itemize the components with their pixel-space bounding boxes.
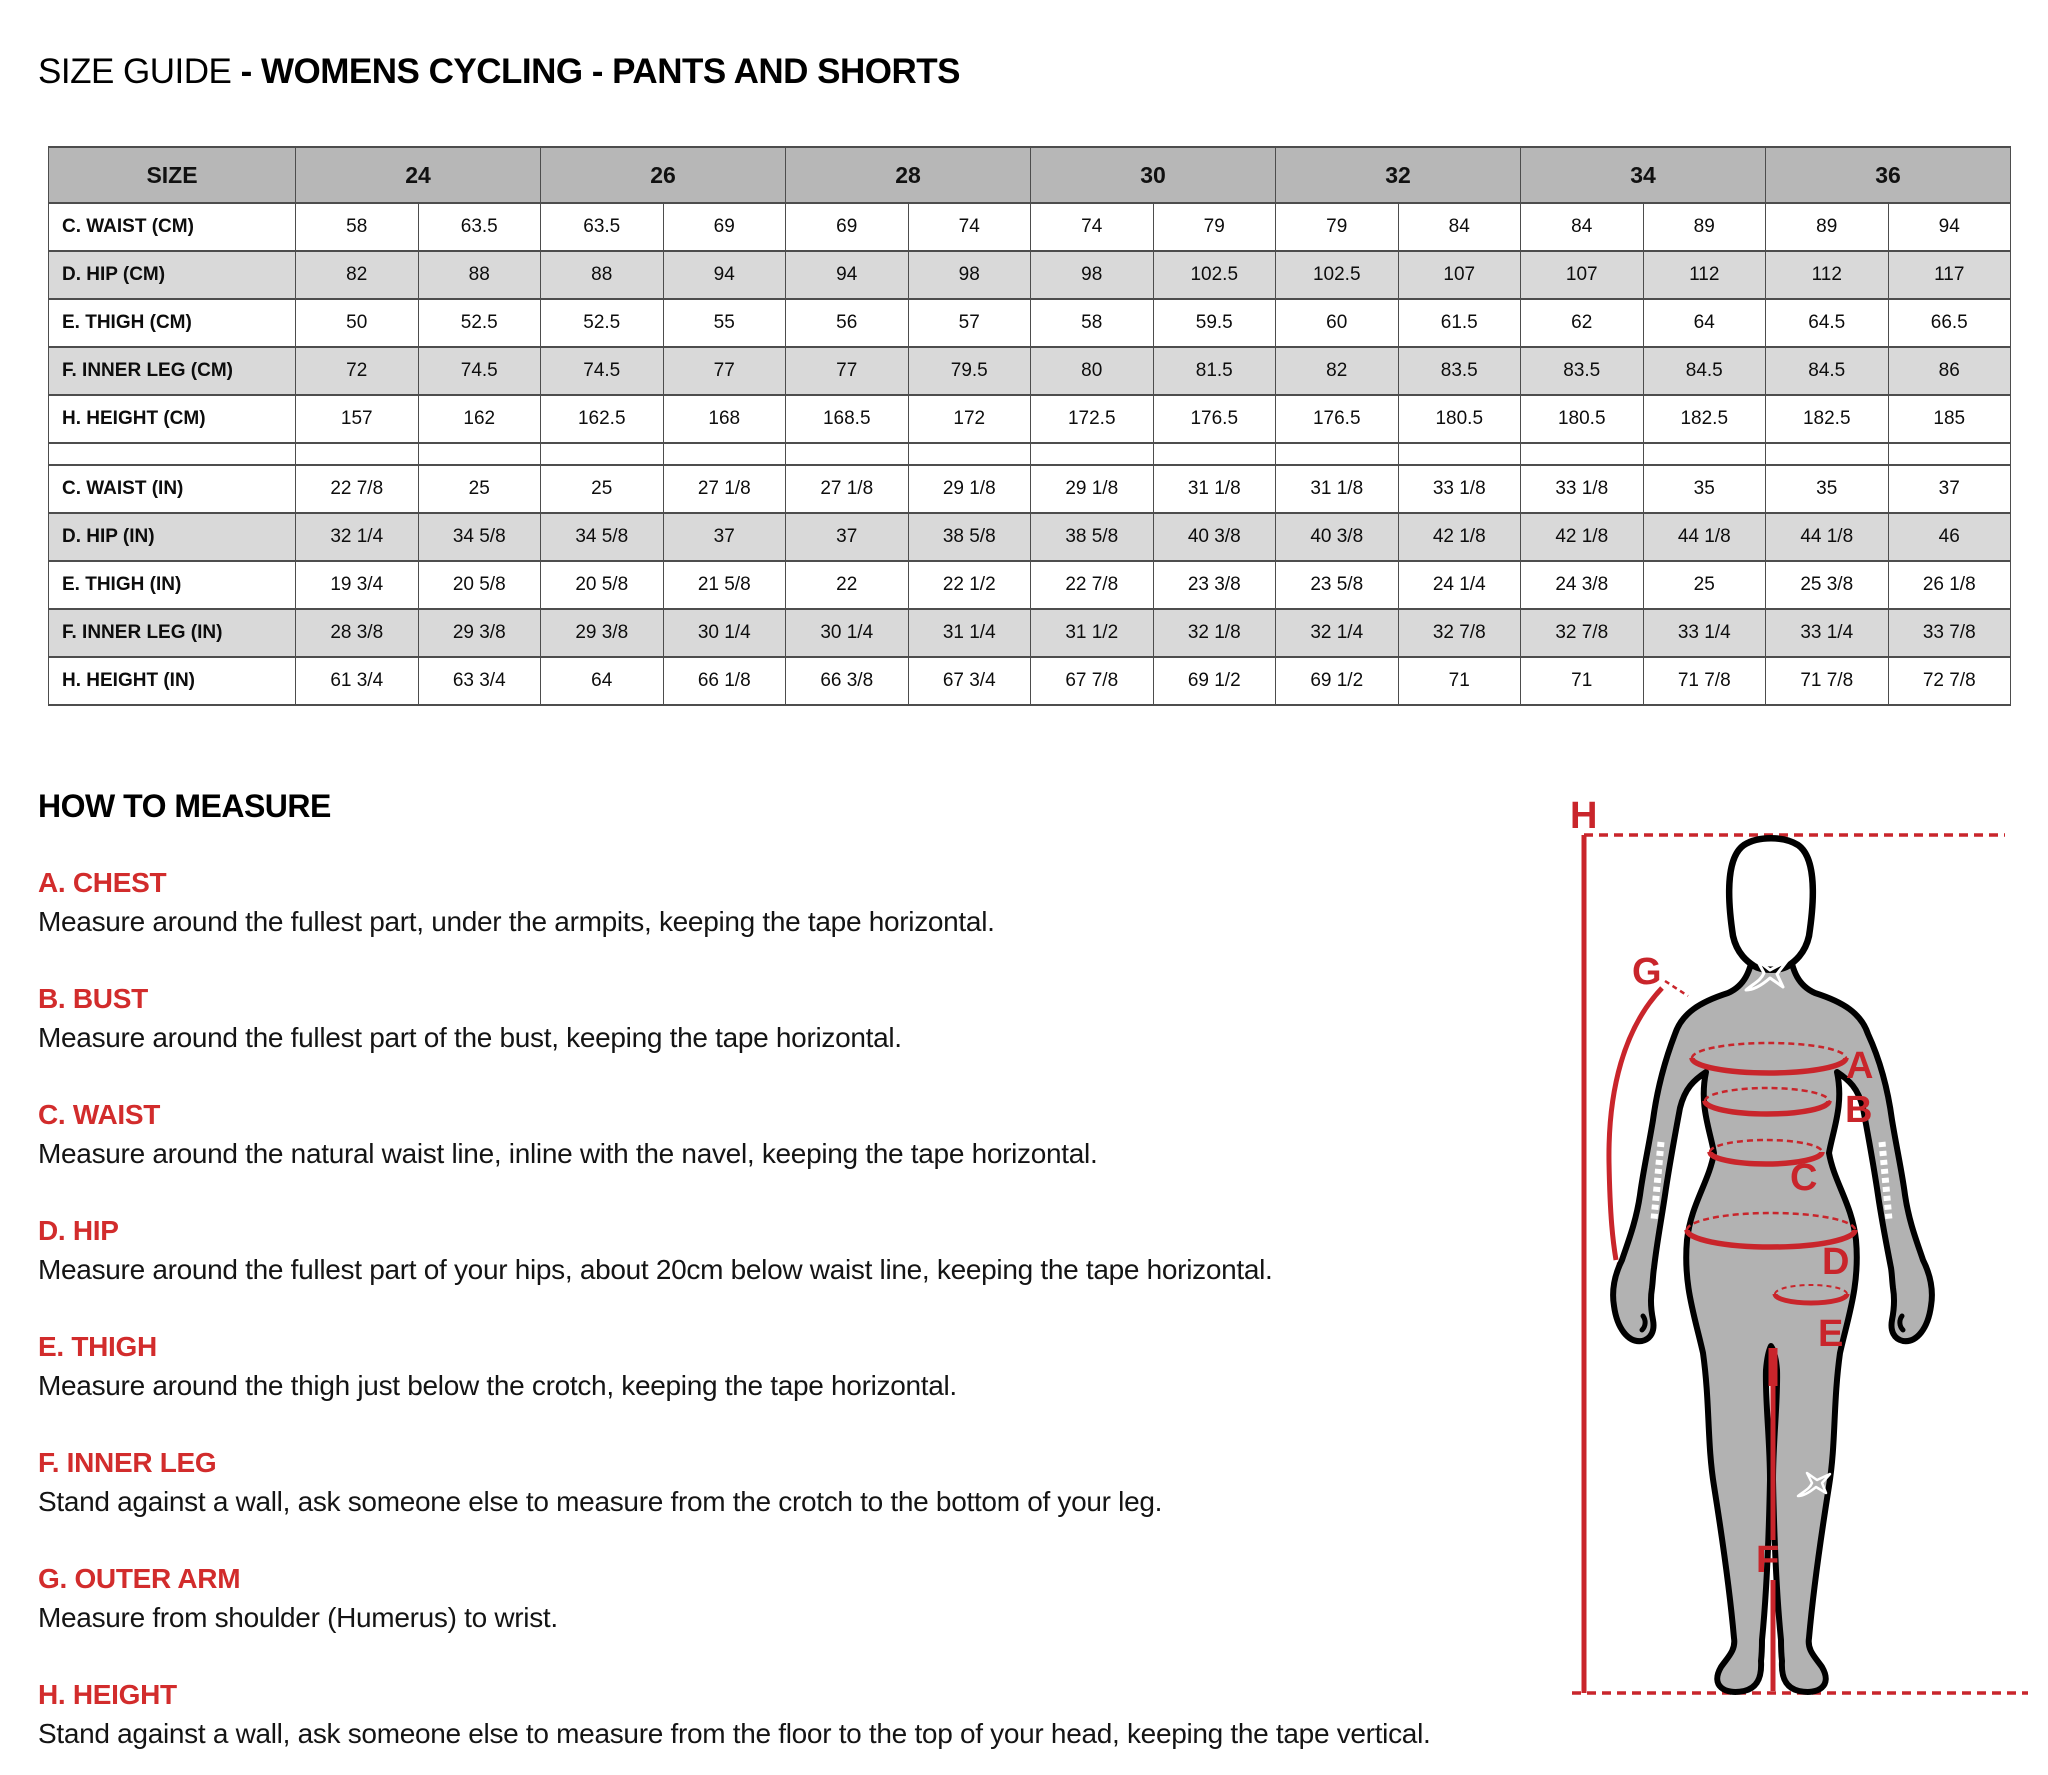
measure-section xyxy=(38,867,1583,941)
measure-section-text: Measure around the fullest part, under the armpits, keeping the tape horizontal. xyxy=(38,906,995,937)
table-cell: 22 7/8 xyxy=(296,465,419,513)
spacer-cell xyxy=(1031,443,1154,465)
table-cell: 52.5 xyxy=(418,299,541,347)
marker-b: B xyxy=(1845,1089,1873,1131)
table-cell: 35 xyxy=(1766,465,1889,513)
page-title xyxy=(38,52,960,92)
measure-section-text: Measure around the fullest part of your hips, about 20cm below waist line, keeping the tape horizontal. xyxy=(38,1254,1273,1285)
table-cell: 61 3/4 xyxy=(296,657,419,705)
row-label: H. HEIGHT (IN) xyxy=(49,657,296,705)
table-cell: 23 3/8 xyxy=(1153,561,1276,609)
table-cell: 162.5 xyxy=(541,395,664,443)
table-cell: 55 xyxy=(663,299,786,347)
table-cell: 157 xyxy=(296,395,419,443)
table-cell: 81.5 xyxy=(1153,347,1276,395)
spacer-cell xyxy=(296,443,419,465)
table-cell: 22 xyxy=(786,561,909,609)
table-cell: 88 xyxy=(418,251,541,299)
table-cell: 38 5/8 xyxy=(1031,513,1154,561)
table-cell: 62 xyxy=(1521,299,1644,347)
row-label: F. INNER LEG (CM) xyxy=(49,347,296,395)
table-cell: 79 xyxy=(1153,203,1276,251)
measure-section xyxy=(38,1679,1583,1753)
table-cell: 72 xyxy=(296,347,419,395)
row-label: C. WAIST (CM) xyxy=(49,203,296,251)
table-cell: 66.5 xyxy=(1888,299,2011,347)
table-cell: 79.5 xyxy=(908,347,1031,395)
table-cell: 30 1/4 xyxy=(663,609,786,657)
row-label: F. INNER LEG (IN) xyxy=(49,609,296,657)
table-row xyxy=(49,251,2011,299)
how-to-measure-heading: HOW TO MEASURE xyxy=(38,788,331,824)
table-cell: 33 7/8 xyxy=(1888,609,2011,657)
table-cell: 28 3/8 xyxy=(296,609,419,657)
table-cell: 67 3/4 xyxy=(908,657,1031,705)
table-cell: 71 xyxy=(1398,657,1521,705)
spacer-cell xyxy=(541,443,664,465)
table-cell: 61.5 xyxy=(1398,299,1521,347)
spacer-cell xyxy=(1888,443,2011,465)
table-cell: 80 xyxy=(1031,347,1154,395)
table-row xyxy=(49,657,2011,705)
table-cell: 64 xyxy=(541,657,664,705)
table-cell: 162 xyxy=(418,395,541,443)
table-cell: 52.5 xyxy=(541,299,664,347)
table-cell: 58 xyxy=(1031,299,1154,347)
table-cell: 60 xyxy=(1276,299,1399,347)
row-label: H. HEIGHT (CM) xyxy=(49,395,296,443)
table-cell: 79 xyxy=(1276,203,1399,251)
measure-section-label: E. THIGH xyxy=(38,1331,157,1362)
size-column-header: 34 xyxy=(1521,147,1766,203)
table-cell: 74.5 xyxy=(541,347,664,395)
table-cell: 74 xyxy=(908,203,1031,251)
measure-section-label: A. CHEST xyxy=(38,867,167,898)
size-guide-table xyxy=(48,146,2011,706)
table-cell: 31 1/8 xyxy=(1153,465,1276,513)
measure-section-label: D. HIP xyxy=(38,1215,119,1246)
table-cell: 168 xyxy=(663,395,786,443)
table-cell: 176.5 xyxy=(1153,395,1276,443)
table-cell: 69 xyxy=(786,203,909,251)
spacer-cell xyxy=(1153,443,1276,465)
spacer-cell xyxy=(908,443,1031,465)
size-column-header: 26 xyxy=(541,147,786,203)
row-label: C. WAIST (IN) xyxy=(49,465,296,513)
table-cell: 112 xyxy=(1766,251,1889,299)
table-cell: 24 3/8 xyxy=(1521,561,1644,609)
table-cell: 107 xyxy=(1521,251,1644,299)
marker-f: F xyxy=(1756,1539,1780,1581)
size-table-body xyxy=(49,203,2011,705)
table-cell: 66 3/8 xyxy=(786,657,909,705)
table-cell: 34 5/8 xyxy=(541,513,664,561)
table-cell: 71 xyxy=(1521,657,1644,705)
measure-sections xyxy=(38,867,1583,1753)
table-cell: 98 xyxy=(1031,251,1154,299)
table-cell: 64.5 xyxy=(1766,299,1889,347)
table-cell: 83.5 xyxy=(1398,347,1521,395)
table-row xyxy=(49,299,2011,347)
table-cell: 69 1/2 xyxy=(1153,657,1276,705)
marker-e: E xyxy=(1818,1313,1844,1355)
table-cell: 180.5 xyxy=(1398,395,1521,443)
table-cell: 31 1/2 xyxy=(1031,609,1154,657)
table-cell: 42 1/8 xyxy=(1398,513,1521,561)
table-cell: 58 xyxy=(296,203,419,251)
table-cell: 25 3/8 xyxy=(1766,561,1889,609)
size-table-header-row xyxy=(49,147,2011,203)
table-cell: 86 xyxy=(1888,347,2011,395)
table-cell: 102.5 xyxy=(1276,251,1399,299)
spacer-cell xyxy=(663,443,786,465)
table-cell: 32 1/4 xyxy=(296,513,419,561)
measure-section xyxy=(38,1215,1583,1289)
page-title-bold: - WOMENS CYCLING - PANTS AND SHORTS xyxy=(240,52,961,91)
size-column-header: 36 xyxy=(1766,147,2011,203)
table-cell: 29 1/8 xyxy=(1031,465,1154,513)
measure-section xyxy=(38,983,1583,1057)
table-cell: 50 xyxy=(296,299,419,347)
table-cell: 77 xyxy=(663,347,786,395)
table-cell: 83.5 xyxy=(1521,347,1644,395)
table-cell: 26 1/8 xyxy=(1888,561,2011,609)
table-cell: 22 1/2 xyxy=(908,561,1031,609)
table-cell: 19 3/4 xyxy=(296,561,419,609)
size-corner-header: SIZE xyxy=(49,147,296,203)
size-column-header: 30 xyxy=(1031,147,1276,203)
table-cell: 32 1/4 xyxy=(1276,609,1399,657)
table-cell: 117 xyxy=(1888,251,2011,299)
table-cell: 74.5 xyxy=(418,347,541,395)
table-cell: 67 7/8 xyxy=(1031,657,1154,705)
table-cell: 176.5 xyxy=(1276,395,1399,443)
marker-d: D xyxy=(1822,1241,1850,1283)
outer-arm-dashed-connector-top xyxy=(1665,981,1688,996)
table-cell: 29 3/8 xyxy=(541,609,664,657)
table-cell: 56 xyxy=(786,299,909,347)
table-row xyxy=(49,347,2011,395)
table-cell: 77 xyxy=(786,347,909,395)
table-cell: 35 xyxy=(1643,465,1766,513)
table-cell: 24 1/4 xyxy=(1398,561,1521,609)
marker-h: H xyxy=(1570,795,1598,837)
table-row xyxy=(49,609,2011,657)
table-cell: 107 xyxy=(1398,251,1521,299)
row-label: E. THIGH (IN) xyxy=(49,561,296,609)
table-cell: 59.5 xyxy=(1153,299,1276,347)
table-cell: 172.5 xyxy=(1031,395,1154,443)
table-cell: 172 xyxy=(908,395,1031,443)
marker-g: G xyxy=(1632,951,1662,993)
table-cell: 66 1/8 xyxy=(663,657,786,705)
table-cell: 82 xyxy=(296,251,419,299)
table-cell: 74 xyxy=(1031,203,1154,251)
measure-section-label: H. HEIGHT xyxy=(38,1679,177,1710)
table-cell: 20 5/8 xyxy=(418,561,541,609)
table-cell: 185 xyxy=(1888,395,2011,443)
table-row xyxy=(49,395,2011,443)
measure-section-text: Stand against a wall, ask someone else to measure from the crotch to the bottom of your leg. xyxy=(38,1486,1163,1517)
table-cell: 37 xyxy=(786,513,909,561)
measure-section-label: B. BUST xyxy=(38,983,148,1014)
table-cell: 40 3/8 xyxy=(1153,513,1276,561)
table-cell: 32 1/8 xyxy=(1153,609,1276,657)
size-column-header: 28 xyxy=(786,147,1031,203)
table-cell: 30 1/4 xyxy=(786,609,909,657)
row-label: D. HIP (IN) xyxy=(49,513,296,561)
table-cell: 25 xyxy=(1643,561,1766,609)
spacer-cell xyxy=(1766,443,1889,465)
marker-a: A xyxy=(1846,1045,1874,1087)
table-cell: 42 1/8 xyxy=(1521,513,1644,561)
table-cell: 25 xyxy=(418,465,541,513)
table-cell: 44 1/8 xyxy=(1643,513,1766,561)
measure-section-text: Measure around the fullest part of the bust, keeping the tape horizontal. xyxy=(38,1022,902,1053)
table-cell: 32 7/8 xyxy=(1521,609,1644,657)
head xyxy=(1729,838,1813,970)
table-cell: 168.5 xyxy=(786,395,909,443)
table-cell: 34 5/8 xyxy=(418,513,541,561)
table-cell: 29 1/8 xyxy=(908,465,1031,513)
table-cell: 84 xyxy=(1398,203,1521,251)
table-cell: 72 7/8 xyxy=(1888,657,2011,705)
table-cell: 20 5/8 xyxy=(541,561,664,609)
table-cell: 33 1/4 xyxy=(1643,609,1766,657)
measure-section-label: F. INNER LEG xyxy=(38,1447,217,1478)
measure-section-text: Measure around the thigh just below the crotch, keeping the tape horizontal. xyxy=(38,1370,957,1401)
table-cell: 94 xyxy=(786,251,909,299)
table-cell: 69 xyxy=(663,203,786,251)
table-cell: 71 7/8 xyxy=(1643,657,1766,705)
table-cell: 63 3/4 xyxy=(418,657,541,705)
page-title-prefix: SIZE GUIDE xyxy=(38,52,241,91)
measure-section xyxy=(38,1099,1583,1173)
table-cell: 64 xyxy=(1643,299,1766,347)
measure-section-text: Stand against a wall, ask someone else to measure from the floor to the top of your head, keeping the tape vertical. xyxy=(38,1718,1431,1749)
row-label: E. THIGH (CM) xyxy=(49,299,296,347)
table-cell: 94 xyxy=(1888,203,2011,251)
measure-section-text: Measure around the natural waist line, inline with the navel, keeping the tape horizontal. xyxy=(38,1138,1098,1169)
spacer-cell xyxy=(418,443,541,465)
table-row xyxy=(49,561,2011,609)
measure-section xyxy=(38,1447,1583,1521)
row-label: D. HIP (CM) xyxy=(49,251,296,299)
table-cell: 22 7/8 xyxy=(1031,561,1154,609)
table-cell: 46 xyxy=(1888,513,2011,561)
size-column-header: 32 xyxy=(1276,147,1521,203)
table-cell: 69 1/2 xyxy=(1276,657,1399,705)
table-row xyxy=(49,513,2011,561)
table-cell: 63.5 xyxy=(418,203,541,251)
measure-section-label: G. OUTER ARM xyxy=(38,1563,241,1594)
table-cell: 27 1/8 xyxy=(786,465,909,513)
table-cell: 25 xyxy=(541,465,664,513)
table-row xyxy=(49,465,2011,513)
table-cell: 33 1/8 xyxy=(1521,465,1644,513)
table-cell: 37 xyxy=(1888,465,2011,513)
measure-section xyxy=(38,1331,1583,1405)
table-cell: 182.5 xyxy=(1766,395,1889,443)
measure-section-label: C. WAIST xyxy=(38,1099,161,1130)
table-cell: 98 xyxy=(908,251,1031,299)
spacer-cell xyxy=(1398,443,1521,465)
spacer-cell xyxy=(1521,443,1644,465)
table-cell: 84.5 xyxy=(1766,347,1889,395)
table-cell: 94 xyxy=(663,251,786,299)
table-cell: 84.5 xyxy=(1643,347,1766,395)
how-to-measure-section xyxy=(38,788,1583,1753)
table-cell: 180.5 xyxy=(1521,395,1644,443)
table-cell: 27 1/8 xyxy=(663,465,786,513)
table-cell: 63.5 xyxy=(541,203,664,251)
table-cell: 102.5 xyxy=(1153,251,1276,299)
size-column-header: 24 xyxy=(296,147,541,203)
table-cell: 38 5/8 xyxy=(908,513,1031,561)
table-cell: 33 1/8 xyxy=(1398,465,1521,513)
measure-section-text: Measure from shoulder (Humerus) to wrist. xyxy=(38,1602,558,1633)
table-cell: 31 1/8 xyxy=(1276,465,1399,513)
table-cell: 40 3/8 xyxy=(1276,513,1399,561)
table-cell: 89 xyxy=(1643,203,1766,251)
marker-c: C xyxy=(1790,1157,1818,1199)
table-cell: 82 xyxy=(1276,347,1399,395)
spacer-cell xyxy=(1643,443,1766,465)
spacer-cell xyxy=(49,443,296,465)
measure-section xyxy=(38,1563,1583,1637)
table-cell: 71 7/8 xyxy=(1766,657,1889,705)
spacer-cell xyxy=(786,443,909,465)
table-cell: 32 7/8 xyxy=(1398,609,1521,657)
table-cell: 88 xyxy=(541,251,664,299)
table-cell: 182.5 xyxy=(1643,395,1766,443)
table-cell: 37 xyxy=(663,513,786,561)
table-row xyxy=(49,203,2011,251)
table-cell: 57 xyxy=(908,299,1031,347)
table-cell: 29 3/8 xyxy=(418,609,541,657)
table-cell: 21 5/8 xyxy=(663,561,786,609)
table-cell: 23 5/8 xyxy=(1276,561,1399,609)
spacer-cell xyxy=(1276,443,1399,465)
table-cell: 44 1/8 xyxy=(1766,513,1889,561)
body-measurement-diagram xyxy=(1558,790,2048,1775)
table-cell: 89 xyxy=(1766,203,1889,251)
table-cell: 33 1/4 xyxy=(1766,609,1889,657)
table-cell: 31 1/4 xyxy=(908,609,1031,657)
spacer-row xyxy=(49,443,2011,465)
table-cell: 112 xyxy=(1643,251,1766,299)
table-cell: 84 xyxy=(1521,203,1644,251)
